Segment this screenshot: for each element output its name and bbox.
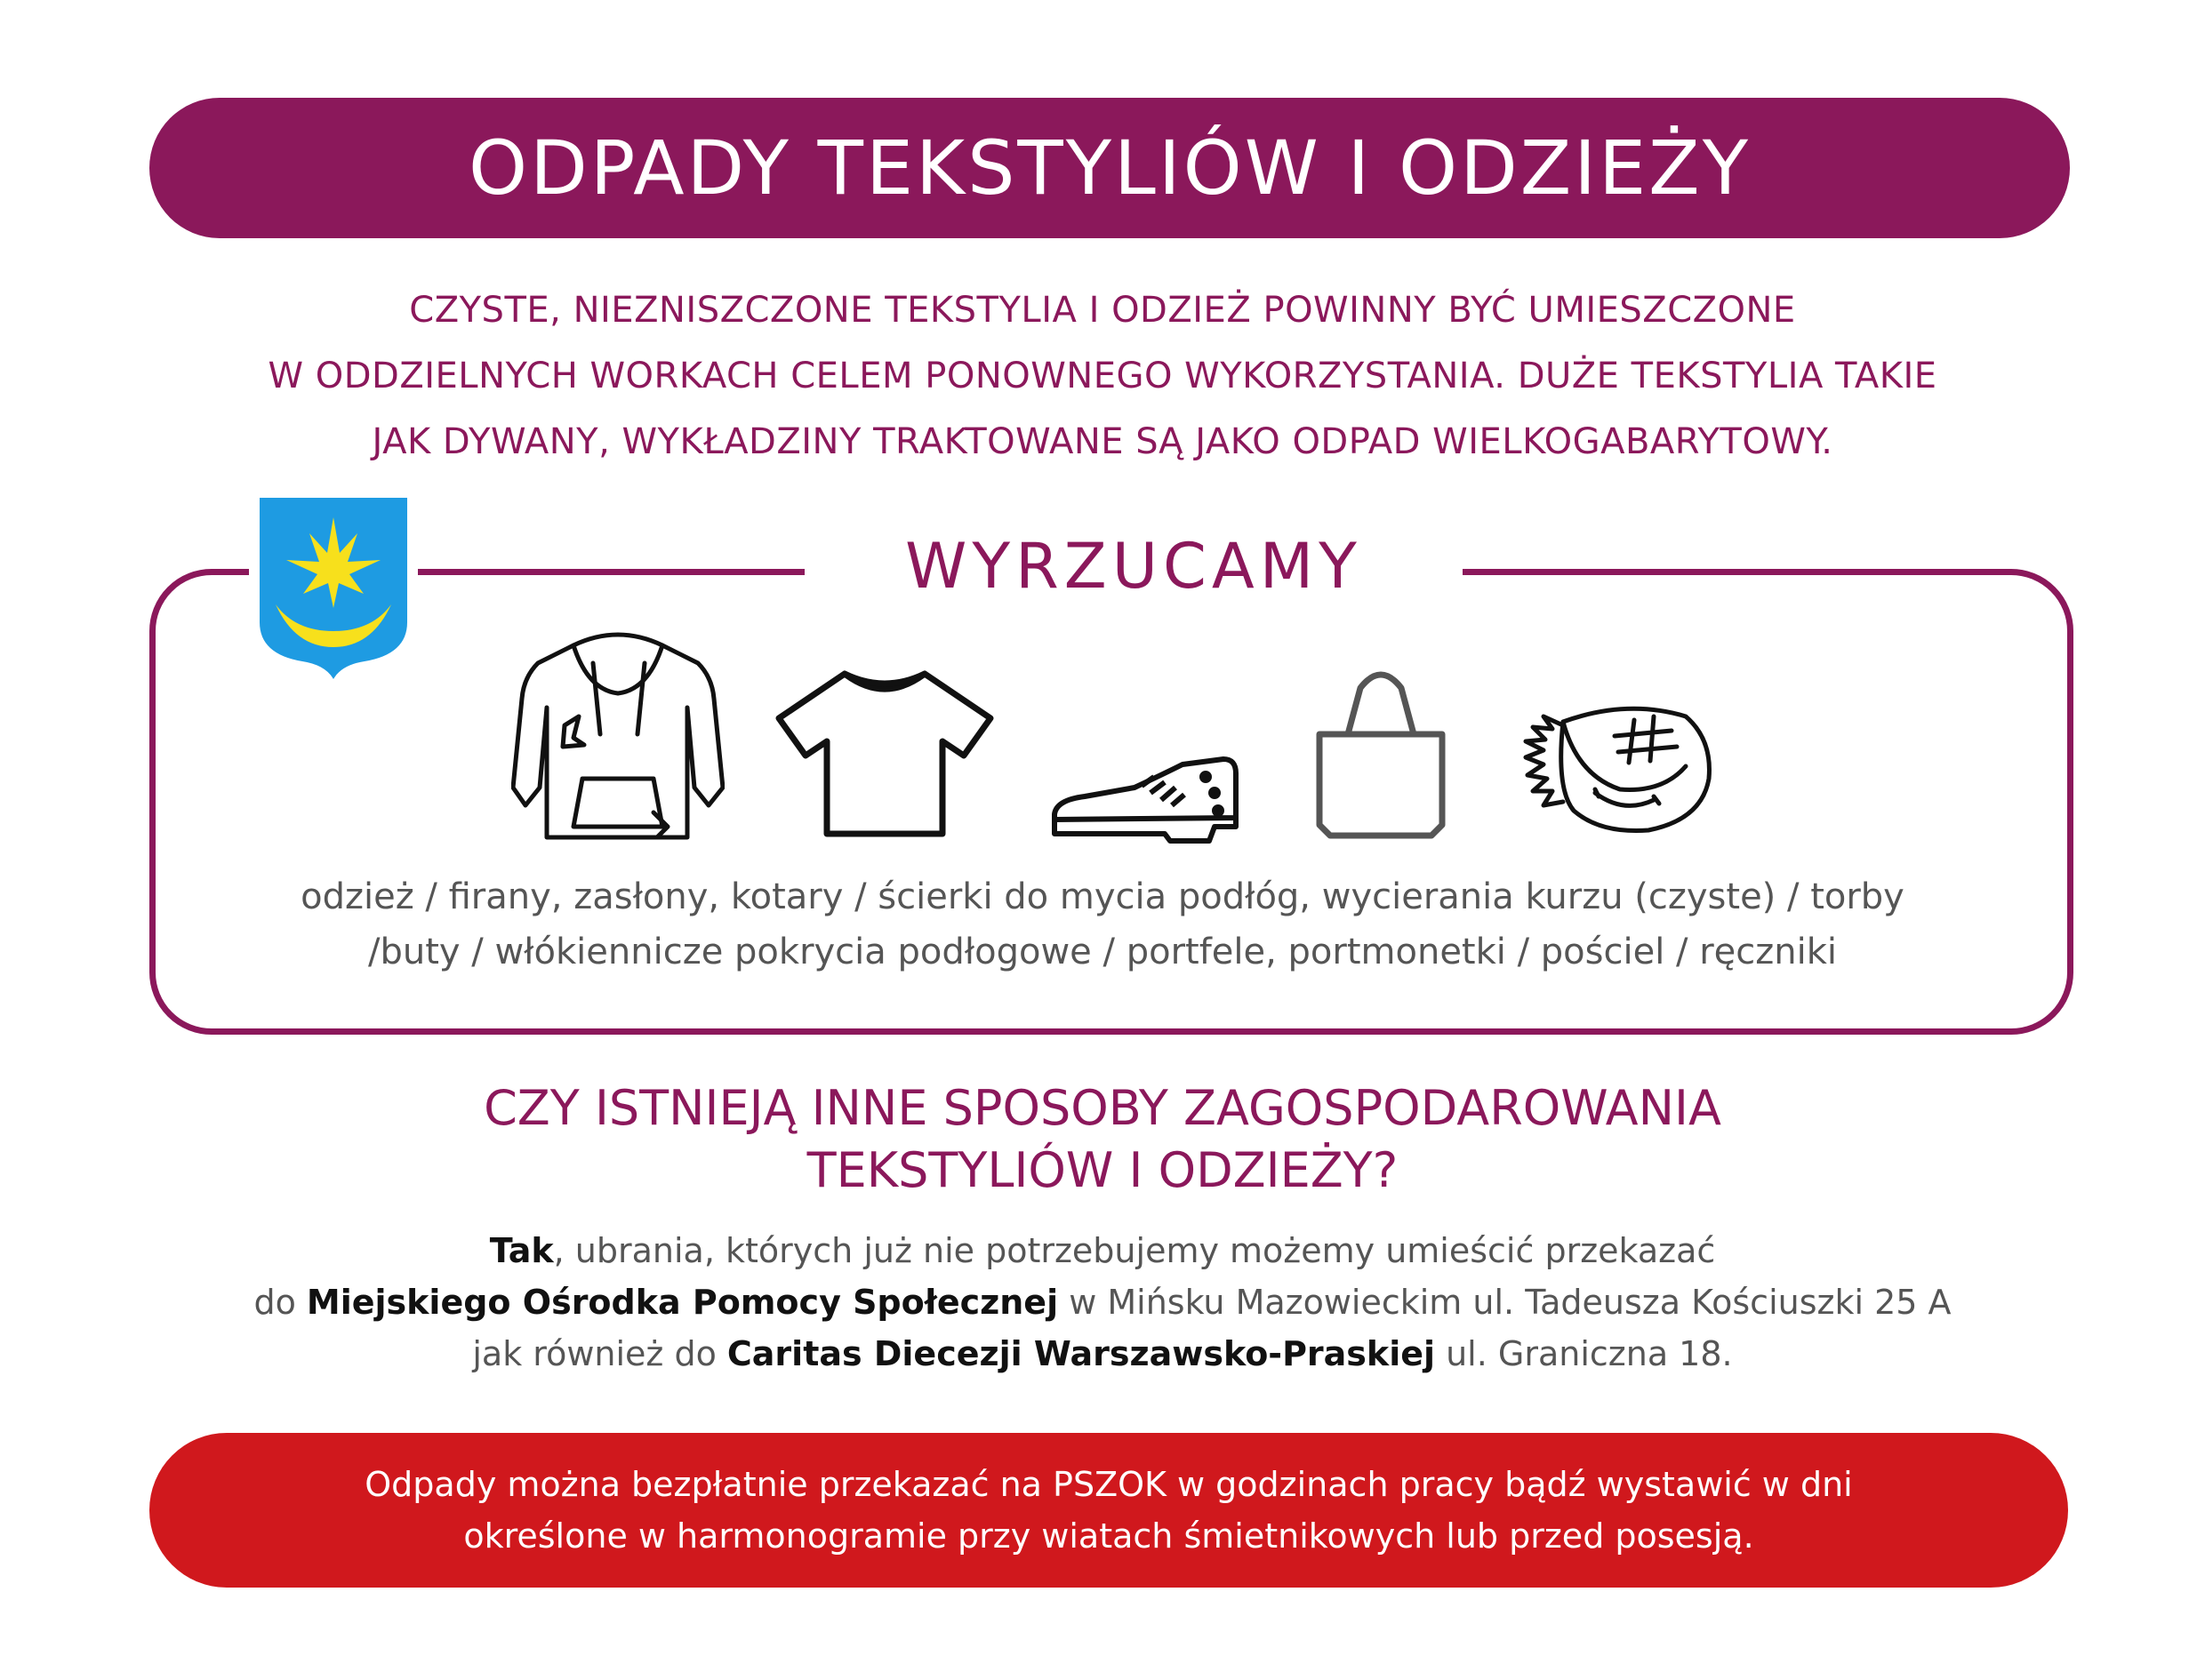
notice-line: Odpady można bezpłatnie przekazać na PSZOK w godzinach pracy bądź wystawić w dni — [365, 1465, 1853, 1504]
scarf-icon — [1520, 704, 1716, 837]
answer-line-2 — [107, 1276, 2098, 1328]
question-heading — [178, 1077, 2027, 1202]
items-list — [178, 869, 2027, 980]
answer-line-3 — [107, 1328, 2098, 1380]
icons-row — [0, 622, 2205, 853]
answer-line-1 — [107, 1225, 2098, 1276]
answer-text-3: ul. Graniczna 18. — [1435, 1334, 1733, 1373]
question-heading-line: CZY ISTNIEJĄ INNE SPOSOBY ZAGOSPODAROWANIA — [484, 1080, 1721, 1136]
answer-text-2: w Mińsku Mazowieckim ul. Tadeusza Kościuszki 25 A — [1058, 1283, 1952, 1322]
tshirt-icon — [774, 668, 996, 837]
answer-pre-2: do — [253, 1283, 307, 1322]
intro-text — [89, 277, 2116, 475]
answer-bold-mops: Miejskiego Ośrodka Pomocy Społecznej — [306, 1283, 1059, 1322]
shoe-icon — [1049, 756, 1245, 844]
items-line: odzież / firany, zasłony, kotary / ścierki do mycia podłóg, wycierania kurzu (czyste) / torby — [301, 876, 1904, 917]
tote-bag-icon — [1314, 667, 1447, 841]
items-line: /buty / włókiennicze pokrycia podłogowe / portfele, portmonetki / pościel / ręczniki — [367, 932, 1838, 972]
answer-text — [107, 1225, 2098, 1380]
hoodie-icon — [511, 628, 725, 846]
answer-text-1: , ubrania, których już nie potrzebujemy możemy umieścić przekazać — [553, 1231, 1716, 1270]
notice-banner — [149, 1433, 2068, 1588]
intro-line: W ODDZIELNYCH WORKACH CELEM PONOWNEGO WYKORZYSTANIA. DUŻE TEKSTYLIA TAKIE — [268, 356, 1937, 396]
answer-bold-caritas: Caritas Diecezji Warszawsko-Praskiej — [726, 1334, 1436, 1373]
question-heading-line: TEKSTYLIÓW I ODZIEŻY? — [806, 1142, 1399, 1198]
page-title: ODPADY TEKSTYLIÓW I ODZIEŻY — [468, 124, 1752, 212]
title-banner — [149, 98, 2070, 238]
intro-line: CZYSTE, NIEZNISZCZONE TEKSTYLIA I ODZIEŻ POWINNY BYĆ UMIESZCZONE — [409, 290, 1796, 331]
answer-pre-3: jak również do — [472, 1334, 727, 1373]
answer-bold-yes: Tak — [489, 1231, 554, 1270]
section-title: WYRZUCAMY — [905, 530, 1362, 603]
notice-line: określone w harmonogramie przy wiatach śmietnikowych lub przed posesją. — [463, 1516, 1754, 1556]
intro-line: JAK DYWANY, WYKŁADZINY TRAKTOWANE SĄ JAKO ODPAD WIELKOGABARYTOWY. — [372, 421, 1833, 462]
